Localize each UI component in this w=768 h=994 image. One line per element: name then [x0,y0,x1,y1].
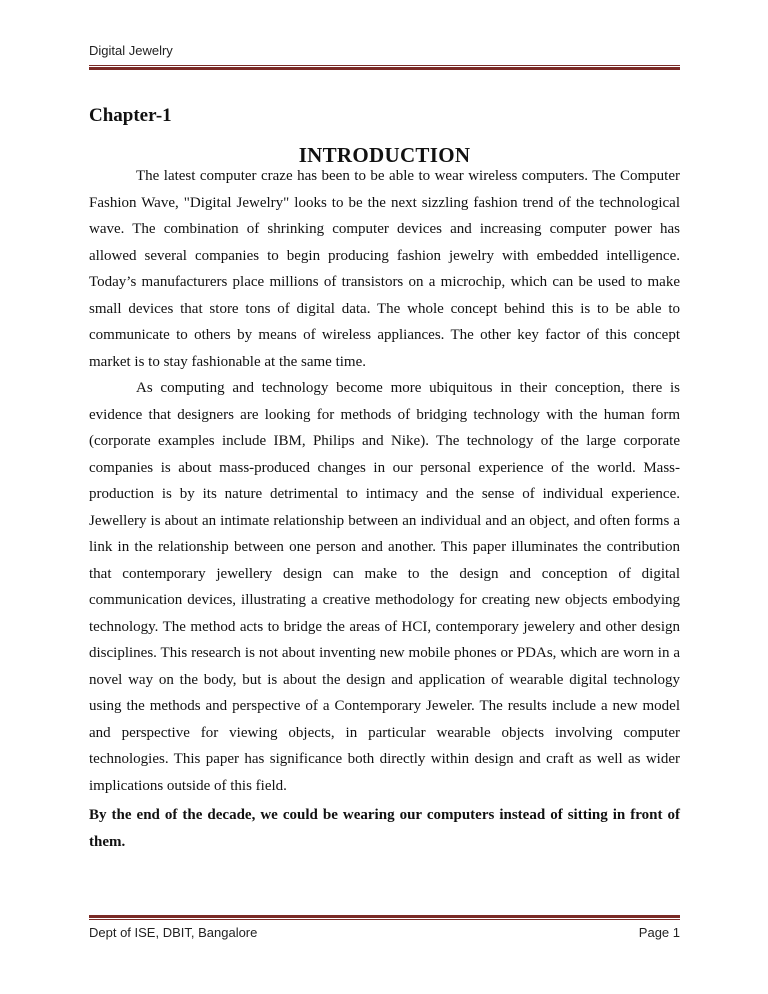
header-rule-thin [89,65,680,66]
closing-statement: By the end of the decade, we could be wearing our computers instead of sitting in front of them. [89,807,680,850]
paragraph-1: The latest computer craze has been to be able to wear wireless computers. The Computer Fashion Wave, "Digital Jewelry" looks to be the next sizzling fashion trend of the technological wave. The combination of shrinking computer devices and increasing computer power has allowed several companies to begin producing fashion jewelry with embedded intelligence. Today’s manufacturers place millions of transistors on a microchip, which can be used to make small devices that store tons of digital data. The whole concept behind this is to be able to communicate to others by means of wireless appliances. The other key factor of this concept market is to stay fashionable at the same time. [89,168,680,370]
body-text [89,163,680,855]
header-rule [89,65,680,70]
footer-department: Dept of ISE, DBIT, Bangalore [89,925,258,940]
running-header: Digital Jewelry [89,43,173,58]
footer-rule-thick [89,915,680,918]
chapter-label: Chapter-1 [89,105,172,126]
footer-rule-thin [89,919,680,920]
section-title: INTRODUCTION [298,143,471,167]
footer-rule [89,915,680,920]
footer-page-number: Page 1 [638,925,680,940]
paragraph-2: As computing and technology become more ubiquitous in their conception, there is evidence that designers are looking for methods of bridging technology with the human form (corporate examples include IBM, Philips and Nike). The technology of the large corporate companies is about mass-produced changes in our personal experience of the world. Mass-production is by its nature detrimental to intimacy and the sense of individual experience. Jewellery is about an intimate relationship between an individual and an object, and often forms a link in the relationship between one person and another. This paper illuminates the contribution that contemporary jewellery design can make to the design and conception of digital communication devices, illustrating a creative methodology for creating new objects embodying technology. The method acts to bridge the areas of HCI, contemporary jewelery and other design disciplines. This research is not about inventing new mobile phones or PDAs, which are worn in a novel way on the body, but is about the design and application of wearable digital technology using the methods and perspective of a Contemporary Jeweler. The results include a new model and perspective for viewing objects, in particular wearable objects involving computer technologies. This paper has significance both directly within design and craft as well as wider implications outside of this field. [89,380,680,794]
header-rule-thick [89,67,680,70]
